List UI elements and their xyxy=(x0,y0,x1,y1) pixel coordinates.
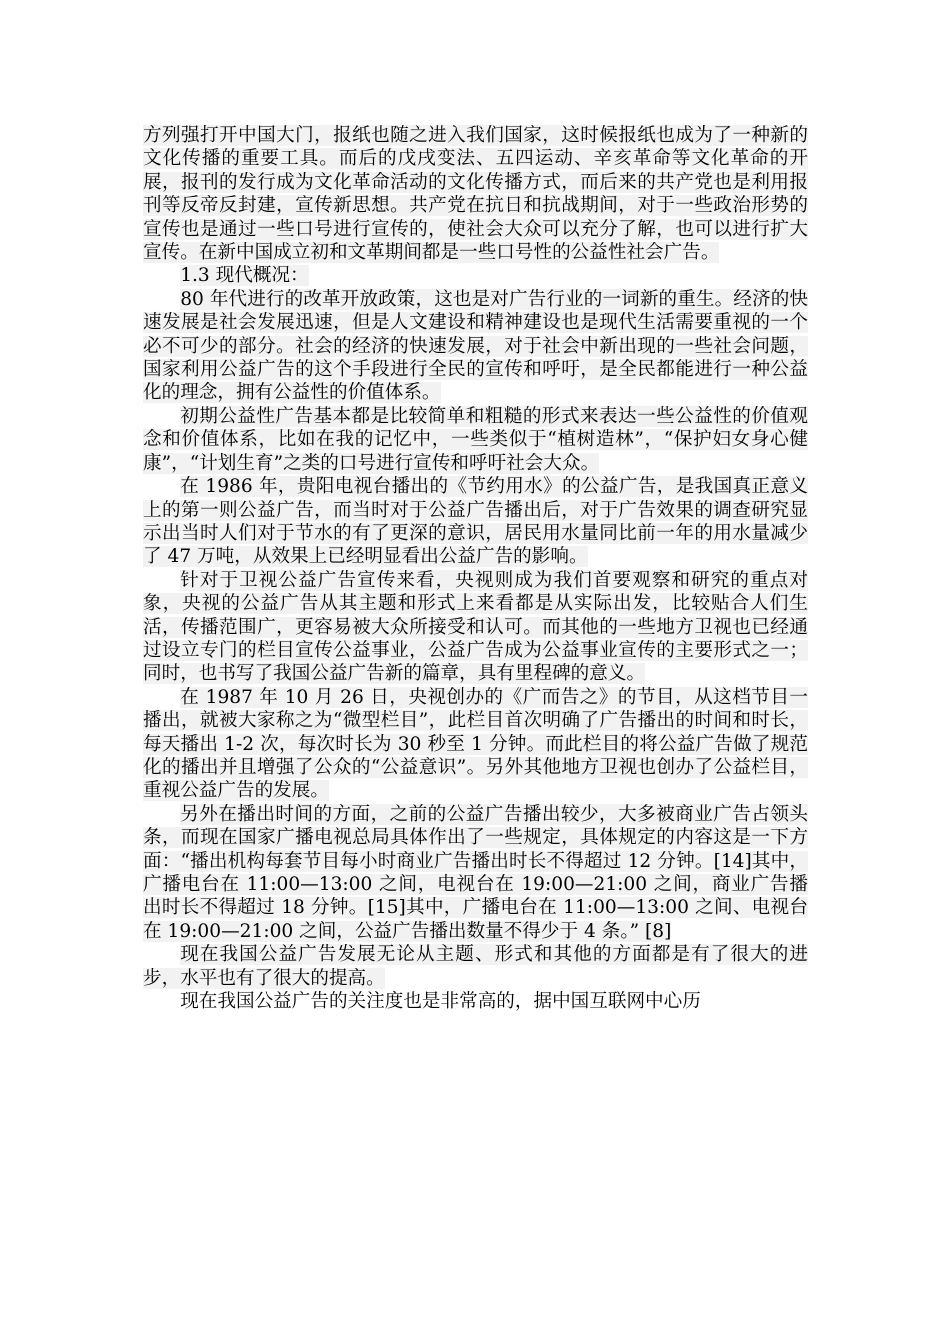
paragraph xyxy=(143,943,808,990)
paragraph-text: 在 1986 年，贵阳电视台播出的《节约用水》的公益广告，是我国真正意义上的第一则公益广告，而当时对于公益广告播出后，对于广告效果的调查研究显示出当时人们对于节水的有了更深的意识，居民用水量同比前一年的用水量减少了 47 万吨，从效果上已经明显看出公益广告的影响。 xyxy=(143,476,808,568)
paragraph-text: 方列强打开中国大门，报纸也随之进入我们国家，这时候报纸也成为了一种新的文化传播的重要工具。而后的戊戌变法、五四运动、辛亥革命等文化革命的开展，报刊的发行成为文化革命活动的文化传播方式，而后来的共产党也是利用报刊等反帝反封建，宣传新思想。共产党在抗日和抗战期间，对于一些政治形势的宣传也是通过一些口号进行宣传的，使社会大众可以充分了解，也可以进行扩大宣传。在新中国成立初和文革期间都是一些口号性的公益性社会广告。 xyxy=(143,125,808,264)
paragraph xyxy=(143,569,808,686)
paragraph xyxy=(143,686,808,803)
paragraph-text: 在 1987 年 10 月 26 日，央视创办的《广而告之》的节目，从这档节目一播出，就被大家称之为“微型栏目”，此栏目首次明确了广告播出的时间和时长，每天播出 1-2 次，每次时长为 30 秒至 1 分钟。而此栏目的将公益广告做了规范化的播出并且增强了公众的“公益意识”。另外其他地方卫视也创办了公益栏目，重视公益广告的发展。 xyxy=(143,686,808,802)
section-heading-text: 1.3 现代概况： xyxy=(180,265,309,287)
document-body xyxy=(143,124,808,1013)
paragraph xyxy=(143,124,808,264)
paragraph-text: 现在我国公益广告发展无论从主题、形式和其他的方面都是有了很大的进步，水平也有了很大的提高。 xyxy=(143,944,808,989)
paragraph xyxy=(143,990,808,1013)
paragraph-text: 初期公益性广告基本都是比较简单和粗糙的形式来表达一些公益性的价值观念和价值体系，比如在我的记忆中，一些类似于“植树造林”，“保护妇女身心健康”，“计划生育”之类的口号进行宣传和呼吁社会大众。 xyxy=(143,405,808,474)
section-heading xyxy=(143,264,808,287)
paragraph-text: 针对于卫视公益广告宣传来看，央视则成为我们首要观察和研究的重点对象，央视的公益广告从其主题和形式上来看都是从实际出发，比较贴合人们生活，传播范围广，更容易被大众所接受和认可。而其他的一些地方卫视也已经通过设立专门的栏目宣传公益事业，公益广告成为公益事业宣传的主要形式之一；同时，也书写了我国公益广告新的篇章，具有里程碑的意义。 xyxy=(143,569,808,685)
paragraph xyxy=(143,405,808,475)
paragraph xyxy=(143,803,808,943)
paragraph xyxy=(143,288,808,405)
paragraph-text: 另外在播出时间的方面，之前的公益广告播出较少，大多被商业广告占领头条，而现在国家广播电视总局具体作出了一些规定，具体规定的内容这是一下方面：“播出机构每套节目每小时商业广告播出时长不得超过 12 分钟。[14]其中，广播电台在 11:00—13:00 之间，电视台在 19:00—21:00 之间，商业广告播出时长不得超过 18 分钟。[15]其中，广播电台在 11:00—13:00 之间、电视台在 19:00—21:00 之间，公益广告播出数量不得少于 4 条。” [8] xyxy=(143,803,808,942)
paragraph-text: 80 年代进行的改革开放政策，这也是对广告行业的一词新的重生。经济的快速发展是社会发展迅速，但是人文建设和精神建设也是现代生活需要重视的一个必不可少的部分。社会的经济的快速发展，对于社会中新出现的一些社会问题，国家利用公益广告的这个手段进行全民的宣传和呼吁，是全民都能进行一种公益化的理念，拥有公益性的价值体系。 xyxy=(143,288,808,404)
paragraph xyxy=(143,475,808,569)
paragraph-text: 现在我国公益广告的关注度也是非常高的，据中国互联网中心历 xyxy=(180,991,701,1013)
